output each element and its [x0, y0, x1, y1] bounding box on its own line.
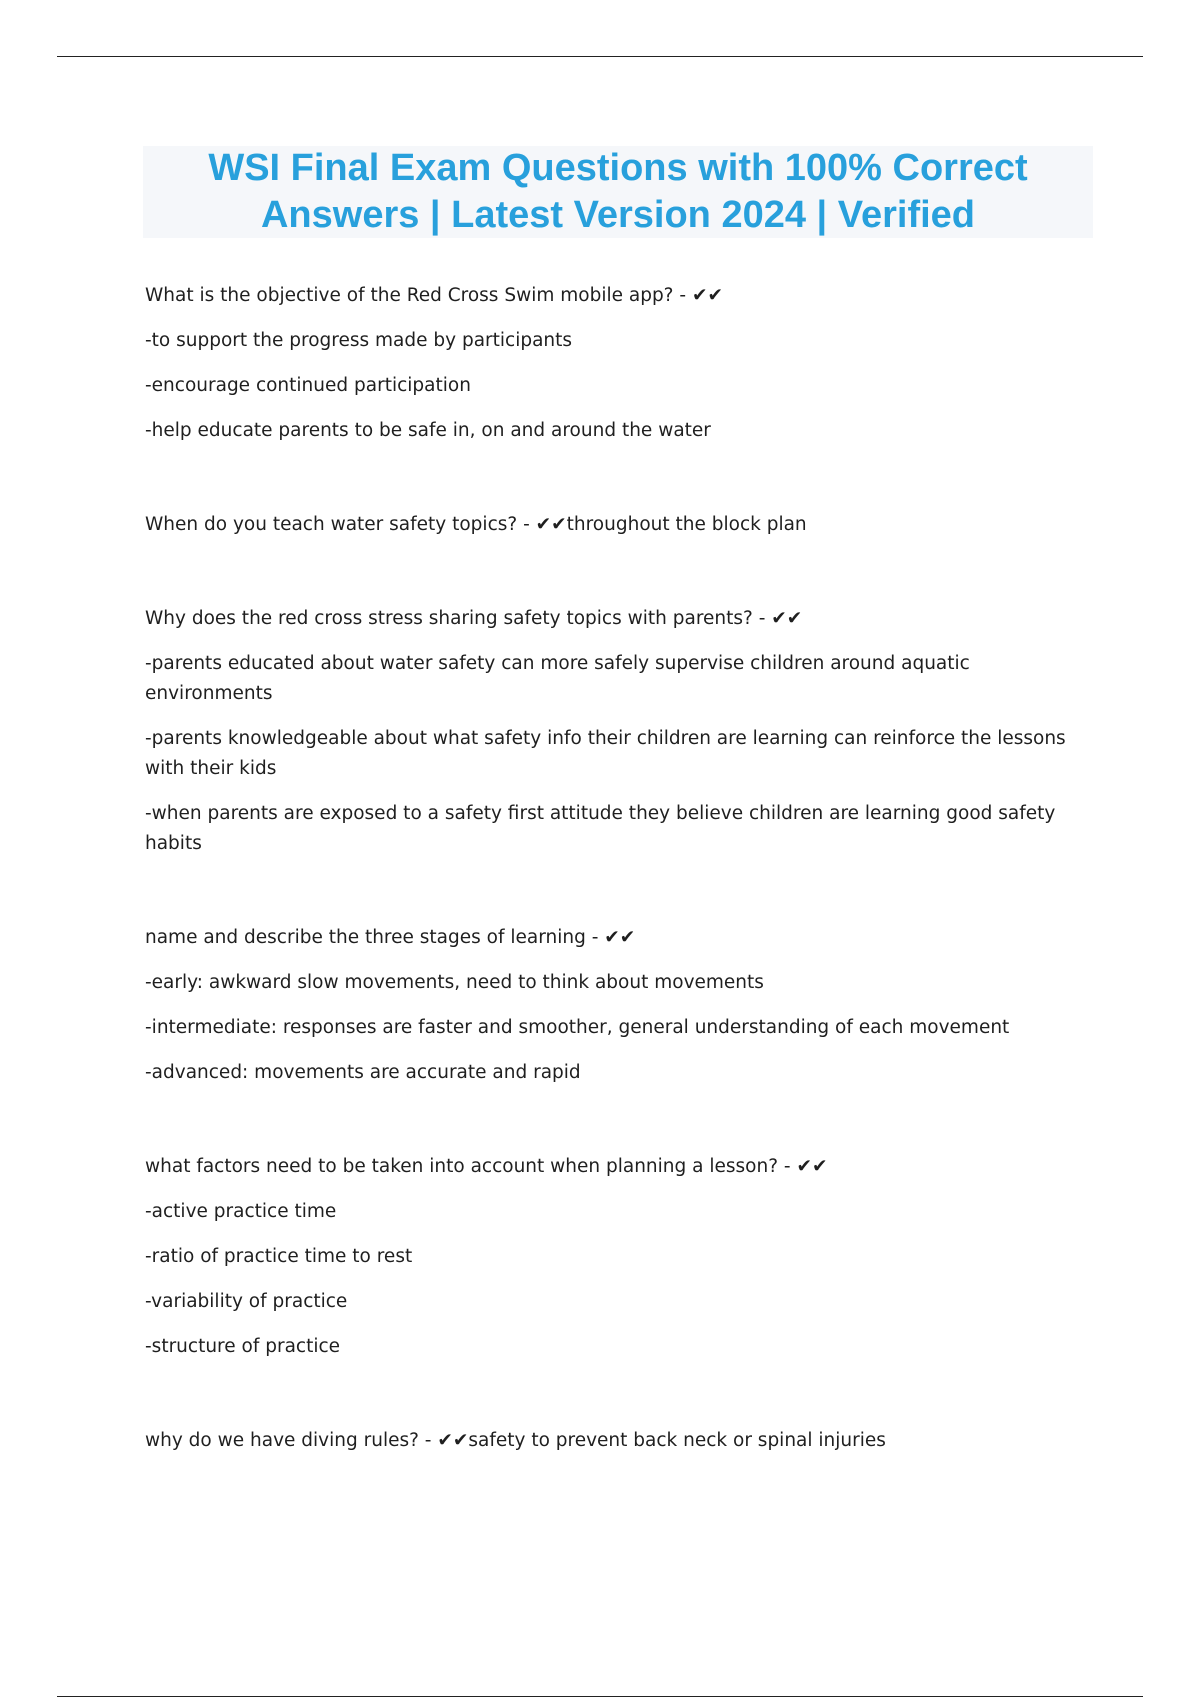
- title-line-2: Answers | Latest Version 2024 | Verified: [260, 194, 976, 236]
- question-text: why do we have diving rules? - ✔✔safety to prevent back neck or spinal injuries: [145, 1430, 886, 1451]
- answer-text: -early: awkward slow movements, need to think about movements: [145, 972, 764, 993]
- qa-list: [145, 281, 1090, 1456]
- answer-text: -advanced: movements are accurate and rapid: [145, 1062, 581, 1083]
- page-title: [208, 145, 1027, 239]
- answer-text: -parents educated about water safety can more safely supervise children around aquatic environments: [145, 653, 970, 704]
- qa-item: [145, 510, 1090, 540]
- answer-text: -structure of practice: [145, 1336, 341, 1357]
- answer-text: -ratio of practice time to rest: [145, 1246, 413, 1267]
- question-text: what factors need to be taken into account when planning a lesson? - ✔✔: [145, 1156, 828, 1177]
- answer-text: -help educate parents to be safe in, on and around the water: [145, 420, 711, 441]
- answer-text: -when parents are exposed to a safety first attitude they believe children are learning good safety habits: [145, 803, 1056, 854]
- answer-text: -active practice time: [145, 1201, 337, 1222]
- question-text: What is the objective of the Red Cross Swim mobile app? - ✔✔: [145, 285, 723, 306]
- answer-text: -variability of practice: [145, 1291, 348, 1312]
- answer-text: -encourage continued participation: [145, 375, 471, 396]
- question-text: name and describe the three stages of learning - ✔✔: [145, 927, 636, 948]
- title-banner: [143, 146, 1093, 238]
- qa-item: [145, 923, 1090, 1088]
- title-line-1: WSI Final Exam Questions with 100% Correct: [208, 147, 1028, 189]
- footer-rule: [57, 1696, 1143, 1697]
- qa-item: [145, 604, 1090, 859]
- qa-item: [145, 1152, 1090, 1362]
- question-text: Why does the red cross stress sharing safety topics with parents? - ✔✔: [145, 608, 803, 629]
- answer-text: -parents knowledgeable about what safety info their children are learning can reinforce the lessons with their kids: [145, 728, 1066, 779]
- question-text: When do you teach water safety topics? - ✔✔throughout the block plan: [145, 514, 807, 535]
- answer-text: -intermediate: responses are faster and smoother, general understanding of each movement: [145, 1017, 1010, 1038]
- header-rule: [57, 56, 1143, 57]
- answer-text: -to support the progress made by participants: [145, 330, 573, 351]
- qa-item: [145, 1426, 1090, 1456]
- qa-item: [145, 281, 1090, 446]
